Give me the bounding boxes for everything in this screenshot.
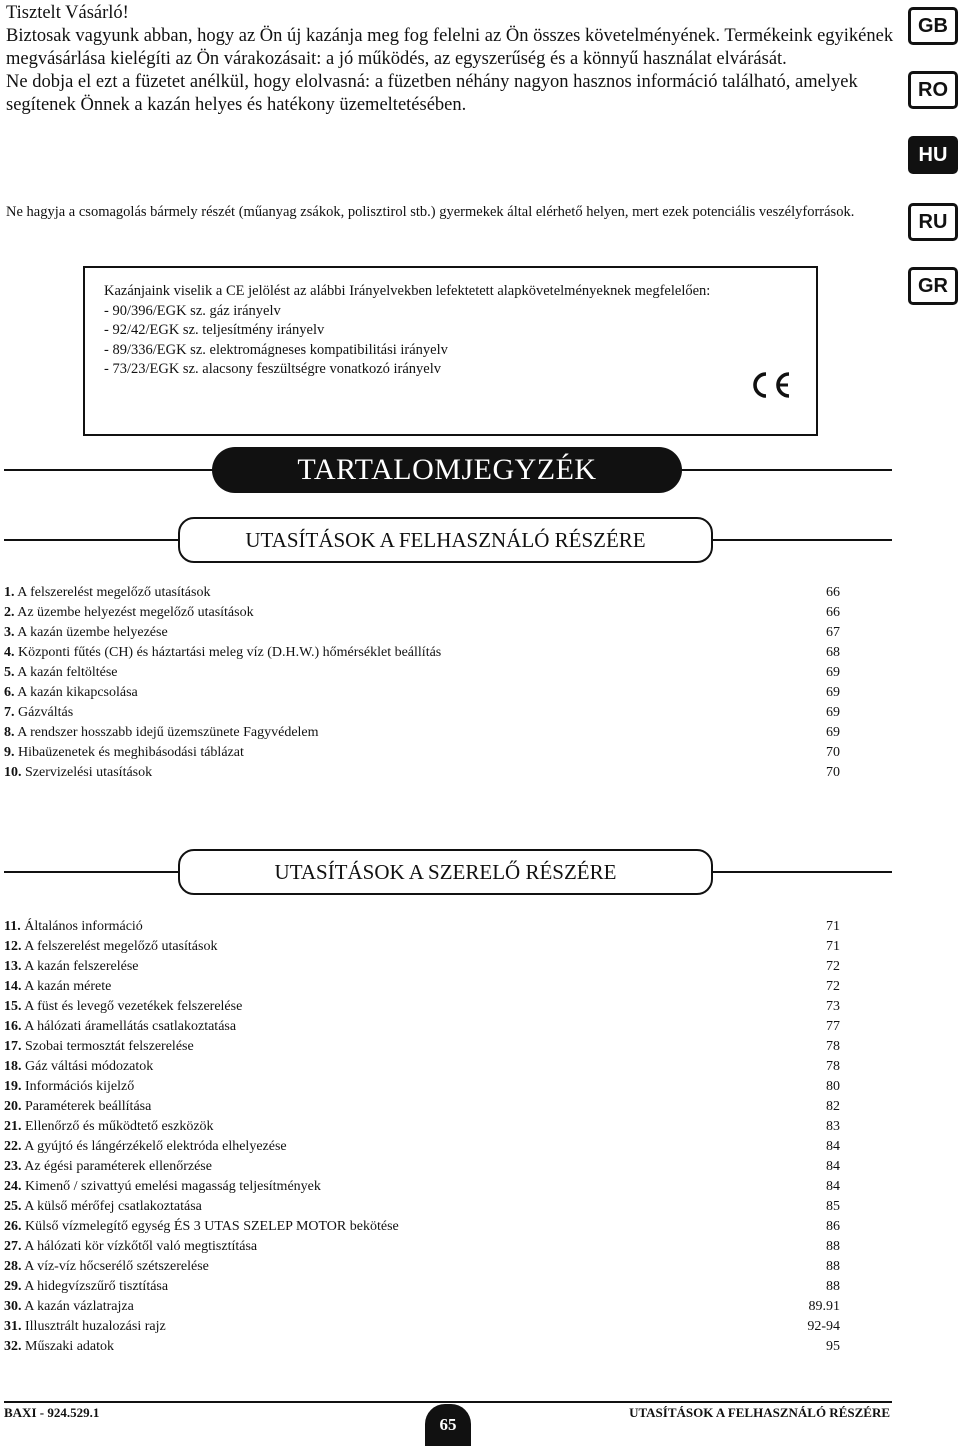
toc-entry-number: 20. [4, 1099, 22, 1114]
toc-entry-number: 6. [4, 685, 15, 700]
toc-entry[interactable] [4, 1317, 840, 1337]
user-section-heading: UTASÍTÁSOK A FELHASZNÁLÓ RÉSZÉRE [178, 517, 713, 563]
toc-entry-number: 17. [4, 1039, 22, 1054]
toc-entry-text: Műszaki adatok [25, 1339, 115, 1354]
toc-entry-number: 23. [4, 1159, 22, 1174]
intro-text [6, 2, 896, 117]
toc-entry-text: A hálózati áramellátás csatlakoztatása [24, 1019, 237, 1034]
footer-section-title: UTASÍTÁSOK A FELHASZNÁLÓ RÉSZÉRE [629, 1405, 890, 1420]
toc-entry-number: 19. [4, 1079, 22, 1094]
toc-entry[interactable] [4, 1337, 840, 1357]
lang-tab-ro[interactable] [908, 71, 958, 109]
toc-entry-text: A kazán vázlatrajza [24, 1299, 134, 1314]
toc-entry-number: 21. [4, 1119, 22, 1134]
toc-entry-page: 84 [826, 1139, 840, 1154]
toc-entry[interactable] [4, 1037, 840, 1057]
toc-entry-text: A felszerelést megelőző utasítások [24, 939, 218, 954]
toc-entry-text: A felszerelést megelőző utasítások [17, 585, 211, 600]
toc-entry-text: Kimenő / szivattyú emelési magasság teljesítmények [25, 1179, 321, 1194]
toc-entry-number: 3. [4, 625, 15, 640]
toc-entry-number: 30. [4, 1299, 22, 1314]
toc-entry-number: 26. [4, 1219, 22, 1234]
toc-entry-title [4, 1217, 399, 1237]
toc-entry-text: A kazán mérete [24, 979, 112, 994]
toc-entry-number: 28. [4, 1259, 22, 1274]
intro-paragraph-1: Biztosak vagyunk abban, hogy az Ön új kazánja meg fog felelni az Ön összes követelményének. Termékeink egyikének megvásárlása kielégíti az Ön várakozásait: a jó működés, az egyszerűség és a könnyű használat elvárását. [6, 26, 894, 69]
toc-entry[interactable] [4, 583, 840, 603]
footer-divider [4, 1401, 892, 1403]
toc-entry[interactable] [4, 1057, 840, 1077]
toc-entry-text: A kazán felszerelése [24, 959, 139, 974]
toc-entry-page: 71 [826, 919, 840, 934]
toc-entry-number: 7. [4, 705, 15, 720]
ce-compliance-box [83, 266, 818, 436]
toc-entry-page: 84 [826, 1179, 840, 1194]
toc-entry-title [4, 1117, 214, 1137]
toc-entry-number: 1. [4, 585, 15, 600]
toc-entry-page: 88 [826, 1239, 840, 1254]
toc-entry-title [4, 997, 242, 1017]
toc-entry-page: 72 [826, 979, 840, 994]
directive-item: - 89/336/EGK sz. elektromágneses kompatibilitási irányelv [104, 341, 448, 358]
toc-entry-text: Az égési paraméterek ellenőrzése [24, 1159, 212, 1174]
toc-entry-title [4, 723, 319, 743]
toc-entry-number: 9. [4, 745, 15, 760]
toc-entry-number: 14. [4, 979, 22, 994]
toc-entry-text: A hálózati kör vízkőtől való megtisztítása [24, 1239, 258, 1254]
toc-entry-text: A kazán kikapcsolása [17, 685, 138, 700]
toc-entry[interactable] [4, 703, 840, 723]
toc-entry[interactable] [4, 937, 840, 957]
toc-entry-title [4, 1157, 212, 1177]
toc-entry-page: 70 [826, 745, 840, 760]
toc-entry-text: A rendszer hosszabb idejű üzemszünete Fagyvédelem [17, 725, 319, 740]
ce-lead: Kazánjaink viselik a CE jelölést az alábbi Irányelvekben lefektetett alapkövetelményeknek megfelelően: [104, 283, 711, 299]
toc-entry-text: A gyújtó és lángérzékelő elektróda elhelyezése [24, 1139, 287, 1154]
packaging-warning: Ne hagyja a csomagolás bármely részét (műanyag zsákok, polisztirol stb.) gyermekek által elérhető helyen, mert ezek potenciális veszélyforrások. [6, 204, 855, 220]
lang-code: GB [918, 14, 948, 37]
toc-entry-number: 2. [4, 605, 15, 620]
toc-entry-page: 66 [826, 605, 840, 620]
toc-entry[interactable] [4, 743, 840, 763]
toc-entry-page: 88 [826, 1259, 840, 1274]
toc-entry-title [4, 1257, 209, 1277]
toc-entry[interactable] [4, 917, 840, 937]
toc-entry-page: 68 [826, 645, 840, 660]
toc-entry-page: 82 [826, 1099, 840, 1114]
toc-entry-page: 88 [826, 1279, 840, 1294]
toc-entry-title [4, 1137, 287, 1157]
toc-entry-text: A füst és levegő vezetékek felszerelése [24, 999, 243, 1014]
toc-entry-title [4, 763, 152, 783]
toc-entry-title [4, 1077, 134, 1097]
toc-entry-title [4, 1057, 153, 1077]
toc-entry-title [4, 1337, 114, 1357]
lang-tab-gb[interactable] [908, 7, 958, 45]
toc-entry-title [4, 1177, 321, 1197]
toc-entry[interactable] [4, 1117, 840, 1137]
toc-entry-number: 32. [4, 1339, 22, 1354]
toc-entry-title [4, 1097, 151, 1117]
toc-entry-page: 69 [826, 725, 840, 740]
lang-code: RU [918, 210, 948, 233]
toc-entry-title [4, 977, 111, 997]
toc-entry[interactable] [4, 957, 840, 977]
toc-entry-title [4, 603, 254, 623]
toc-entry-title [4, 1237, 257, 1257]
intro-paragraph-2: Ne dobja el ezt a füzetet anélkül, hogy elolvasná: a füzetben néhány nagyon hasznos információ található, amelyek segítenek Önnek a kazán helyes és hatékony üzemeltetésében. [6, 72, 858, 115]
toc-entry-title [4, 703, 73, 723]
toc-entry-text: Szervizelési utasítások [25, 765, 153, 780]
toc-entry-title [4, 1017, 236, 1037]
toc-entry-text: Szobai termosztát felszerelése [25, 1039, 194, 1054]
toc-entry-page: 89.91 [808, 1299, 840, 1314]
toc-entry[interactable] [4, 1137, 840, 1157]
directive-item: - 73/23/EGK sz. alacsony feszültségre vonatkozó irányelv [104, 361, 442, 377]
toc-entry[interactable] [4, 663, 840, 683]
toc-entry[interactable] [4, 1297, 840, 1317]
toc-entry-page: 70 [826, 765, 840, 780]
toc-entry-page: 80 [826, 1079, 840, 1094]
toc-entry-text: Ellenőrző és működtető eszközök [25, 1119, 214, 1134]
toc-entry-title [4, 1037, 194, 1057]
toc-entry-page: 84 [826, 1159, 840, 1174]
toc-entry-number: 15. [4, 999, 22, 1014]
toc-entry-text: Általános információ [24, 919, 143, 934]
toc-entry-number: 22. [4, 1139, 22, 1154]
toc-entry-page: 78 [826, 1059, 840, 1074]
toc-entry-number: 11. [4, 919, 21, 934]
toc-entry[interactable] [4, 1277, 840, 1297]
greeting: Tisztelt Vásárló! [6, 3, 129, 23]
toc-entry[interactable] [4, 997, 840, 1017]
toc-entry-page: 66 [826, 585, 840, 600]
toc-entry-page: 72 [826, 959, 840, 974]
toc-entry-title [4, 917, 143, 937]
toc-entry-title [4, 743, 244, 763]
toc-entry[interactable] [4, 977, 840, 997]
toc-entry-page: 86 [826, 1219, 840, 1234]
toc-entry-number: 25. [4, 1199, 22, 1214]
toc-entry[interactable] [4, 683, 840, 703]
toc-entry-title [4, 683, 138, 703]
toc-entry-text: Az üzembe helyezést megelőző utasítások [17, 605, 254, 620]
toc-entry-page: 85 [826, 1199, 840, 1214]
toc-entry-text: Hibaüzenetek és meghibásodási táblázat [18, 745, 244, 760]
toc-entry-page: 69 [826, 685, 840, 700]
toc-title: TARTALOMJEGYZÉK [212, 447, 682, 493]
toc-entry-number: 16. [4, 1019, 22, 1034]
toc-entry-text: A kazán üzembe helyezése [17, 625, 168, 640]
toc-entry[interactable] [4, 623, 840, 643]
toc-entry[interactable] [4, 1097, 840, 1117]
toc-entry[interactable] [4, 643, 840, 663]
lang-code: RO [918, 78, 948, 101]
lang-code: HU [918, 143, 948, 166]
toc-entry-text: Illusztrált huzalozási rajz [25, 1319, 166, 1334]
toc-entry[interactable] [4, 1177, 840, 1197]
toc-entry-text: A külső mérőfej csatlakoztatása [24, 1199, 202, 1214]
toc-entry-title [4, 1297, 134, 1317]
toc-entry-text: A víz-víz hőcserélő szétszerelése [24, 1259, 209, 1274]
user-toc-list [4, 583, 840, 783]
toc-entry-page: 73 [826, 999, 840, 1014]
toc-entry-number: 4. [4, 645, 15, 660]
toc-entry-page: 67 [826, 625, 840, 640]
toc-entry[interactable] [4, 1077, 840, 1097]
toc-entry-page: 95 [826, 1339, 840, 1354]
toc-entry-page: 78 [826, 1039, 840, 1054]
toc-entry-title [4, 1197, 202, 1217]
toc-entry-number: 13. [4, 959, 22, 974]
toc-entry-number: 8. [4, 725, 15, 740]
toc-entry-text: Külső vízmelegítő egység ÉS 3 UTAS SZELEP MOTOR bekötése [25, 1219, 399, 1234]
toc-entry-text: Központi fűtés (CH) és háztartási meleg víz (D.H.W.) hőmérséklet beállítás [18, 645, 442, 660]
toc-entry[interactable] [4, 1197, 840, 1217]
toc-entry-text: Paraméterek beállítása [25, 1099, 152, 1114]
directive-item: - 90/396/EGK sz. gáz irányelv [104, 302, 281, 319]
toc-entry-text: A kazán feltöltése [17, 665, 118, 680]
lang-tab-ru[interactable] [908, 203, 958, 241]
lang-tab-gr[interactable] [908, 267, 958, 305]
toc-entry-title [4, 623, 168, 643]
toc-entry[interactable] [4, 603, 840, 623]
toc-entry-number: 10. [4, 765, 22, 780]
toc-entry-number: 5. [4, 665, 15, 680]
toc-entry[interactable] [4, 1017, 840, 1037]
toc-entry[interactable] [4, 723, 840, 743]
toc-entry-title [4, 643, 441, 663]
footer-doc-code: BAXI - 924.529.1 [4, 1405, 100, 1420]
toc-entry-page: 71 [826, 939, 840, 954]
toc-entry-page: 69 [826, 665, 840, 680]
toc-entry-title [4, 583, 210, 603]
toc-entry-number: 29. [4, 1279, 22, 1294]
toc-entry[interactable] [4, 1237, 840, 1257]
toc-entry-number: 24. [4, 1179, 22, 1194]
toc-entry-title [4, 937, 217, 957]
lang-tab-hu[interactable] [908, 136, 958, 174]
ce-text [104, 282, 794, 380]
toc-entry-number: 27. [4, 1239, 22, 1254]
toc-entry-text: Információs kijelző [25, 1079, 135, 1094]
toc-entry-number: 31. [4, 1319, 22, 1334]
installer-toc-list [4, 917, 840, 1357]
lang-code: GR [918, 274, 948, 297]
toc-entry[interactable] [4, 1217, 840, 1237]
toc-entry[interactable] [4, 1157, 840, 1177]
toc-entry-page: 83 [826, 1119, 840, 1134]
toc-entry-title [4, 957, 139, 977]
toc-entry-number: 12. [4, 939, 22, 954]
toc-entry-title [4, 1277, 168, 1297]
toc-entry-page: 77 [826, 1019, 840, 1034]
toc-entry-title [4, 663, 118, 683]
page-number: 65 [425, 1404, 471, 1446]
installer-section-heading: UTASÍTÁSOK A SZERELŐ RÉSZÉRE [178, 849, 713, 895]
toc-entry-number: 18. [4, 1059, 22, 1074]
toc-entry-text: Gáz váltási módozatok [25, 1059, 154, 1074]
ce-mark-icon [747, 370, 793, 400]
toc-entry-text: Gázváltás [18, 705, 74, 720]
toc-entry[interactable] [4, 1257, 840, 1277]
directive-item: - 92/42/EGK sz. teljesítmény irányelv [104, 322, 325, 338]
toc-entry-page: 69 [826, 705, 840, 720]
toc-entry-title [4, 1317, 166, 1337]
toc-entry-page: 92-94 [807, 1319, 840, 1334]
toc-entry-text: A hidegvízszűrő tisztítása [24, 1279, 169, 1294]
toc-entry[interactable] [4, 763, 840, 783]
